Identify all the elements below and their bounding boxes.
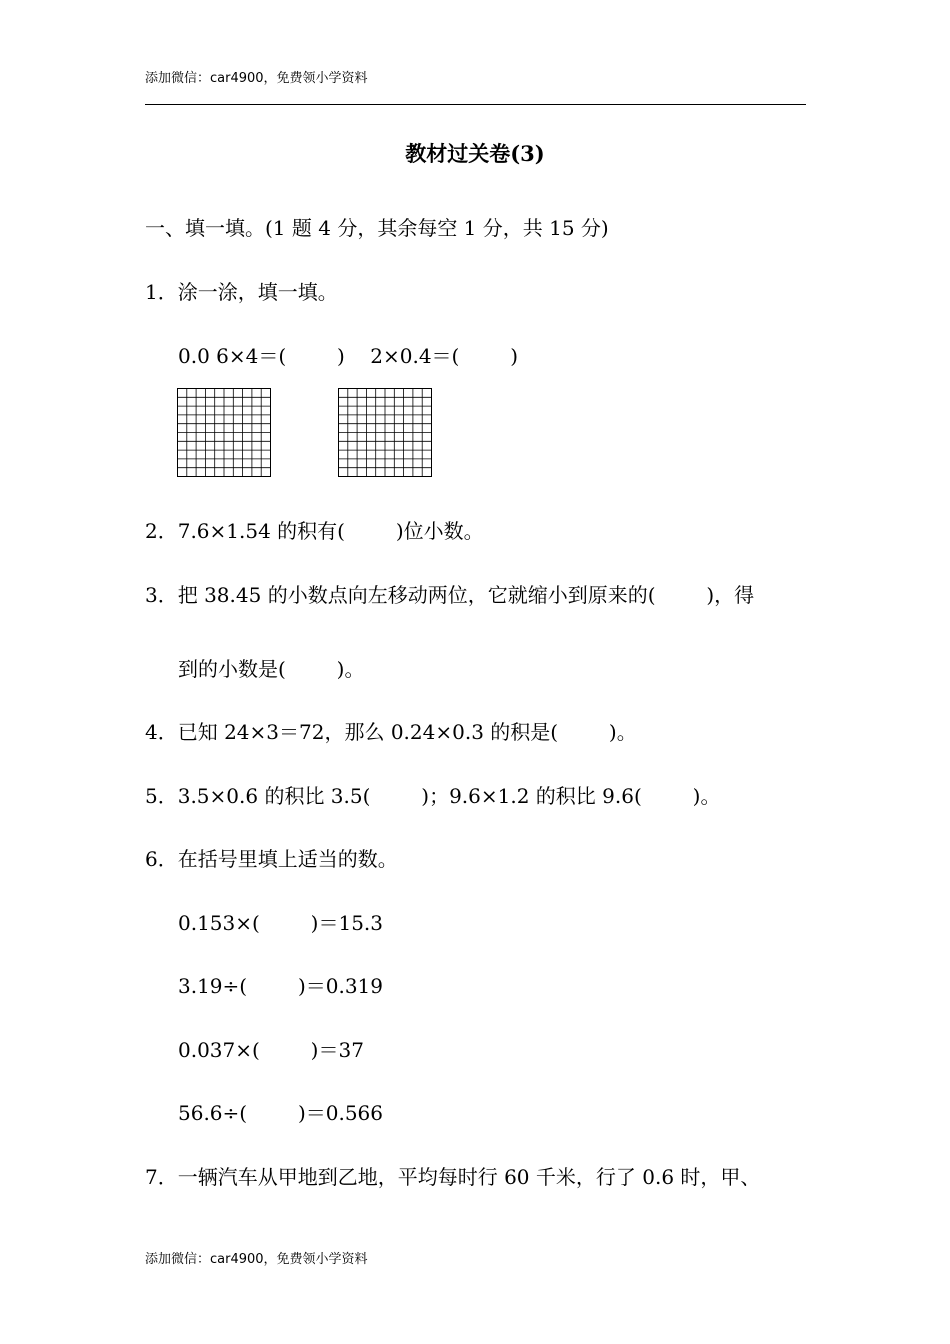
question-2: 2．7.6×1.54 的积有( )位小数。 [145,519,484,543]
question-6-item: 0.037×( )＝37 [178,1038,364,1062]
question-7-line-1: 7．一辆汽车从甲地到乙地，平均每时行 60 千米，行了 0.6 时，甲、 [145,1165,761,1189]
header-rule [145,104,806,105]
question-5: 5．3.5×0.6 的积比 3.5( )；9.6×1.2 的积比 9.6( )。 [145,784,721,808]
hundred-grid-left[interactable] [177,388,271,477]
page-title: 教材过关卷(3) [405,141,545,166]
hundred-grid-right[interactable] [338,388,432,477]
question-6-item: 0.153×( )＝15.3 [178,911,384,935]
section-1-heading: 一、填一填。(1 题 4 分，其余每空 1 分，共 15 分) [145,216,609,240]
question-4: 4．已知 24×3＝72，那么 0.24×0.3 的积是( )。 [145,720,637,744]
question-3-line-2: 到的小数是( )。 [178,657,365,681]
question-6-item: 3.19÷( )＝0.319 [178,974,384,998]
question-3-line-1: 3．把 38.45 的小数点向左移动两位，它就缩小到原来的( )，得 [145,583,755,607]
question-1: 1．涂一涂，填一填。 [145,280,338,304]
footer-watermark: 添加微信：car4900，免费领小学资料 [145,1252,368,1267]
question-6: 6．在括号里填上适当的数。 [145,847,398,871]
header-watermark: 添加微信：car4900，免费领小学资料 [145,71,368,86]
question-1-expression: 0.0 6×4＝( ) 2×0.4＝( ) [178,344,519,368]
question-6-item: 56.6÷( )＝0.566 [178,1101,384,1125]
